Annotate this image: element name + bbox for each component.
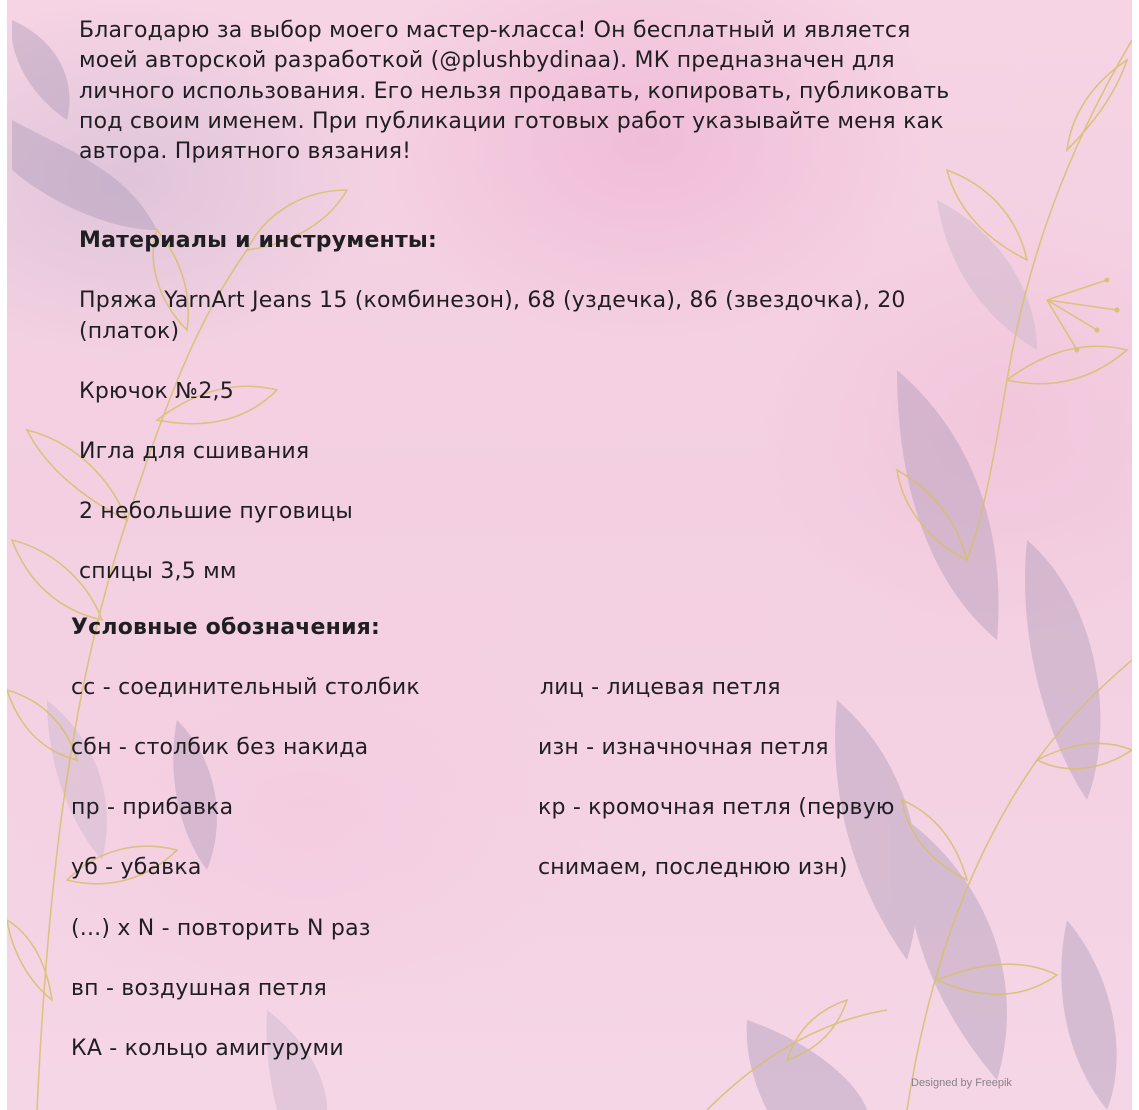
materials-item: спицы 3,5 мм [79,559,237,584]
intro-line: автора. Приятного вязания! [79,139,412,164]
materials-heading: Материалы и инструменты: [79,228,438,253]
legend-item: КА - кольцо амигуруми [71,1036,344,1061]
intro-line: Благодарю за выбор моего мастер-класса! Он бесплатный и является [79,18,911,43]
legend-item: лиц - лицевая петля [540,675,781,700]
materials-yarn-line: (платок) [79,319,180,344]
legend-item: (...) x N - повторить N раз [71,916,371,941]
intro-line: моей авторской разработкой (@plushbydinaa). МК предназначен для [79,48,895,73]
legend-item: сс - соединительный столбик [71,675,420,700]
legend-item: уб - убавка [71,855,202,880]
legend-heading: Условные обозначения: [71,615,381,640]
legend-item: снимаем, последнюю изн) [538,855,848,880]
designer-credit: Designed by Freepik [911,1077,1012,1089]
intro-line: под своим именем. При публикации готовых работ указывайте меня как [79,109,944,134]
legend-item: вп - воздушная петля [71,976,327,1001]
materials-item: 2 небольшие пуговицы [79,499,353,524]
materials-yarn-line: Пряжа YarnArt Jeans 15 (комбинезон), 68 (уздечка), 86 (звездочка), 20 [79,288,906,313]
materials-item: Игла для сшивания [79,439,310,464]
legend-item: пр - прибавка [71,795,234,820]
intro-line: личного использования. Его нельзя продавать, копировать, публиковать [79,79,950,104]
document-page [7,0,1132,1110]
legend-item: изн - изначночная петля [538,735,829,760]
legend-item: сбн - столбик без накида [71,735,369,760]
legend-item: кр - кромочная петля (первую [538,795,895,820]
materials-item: Крючок №2,5 [79,379,234,404]
